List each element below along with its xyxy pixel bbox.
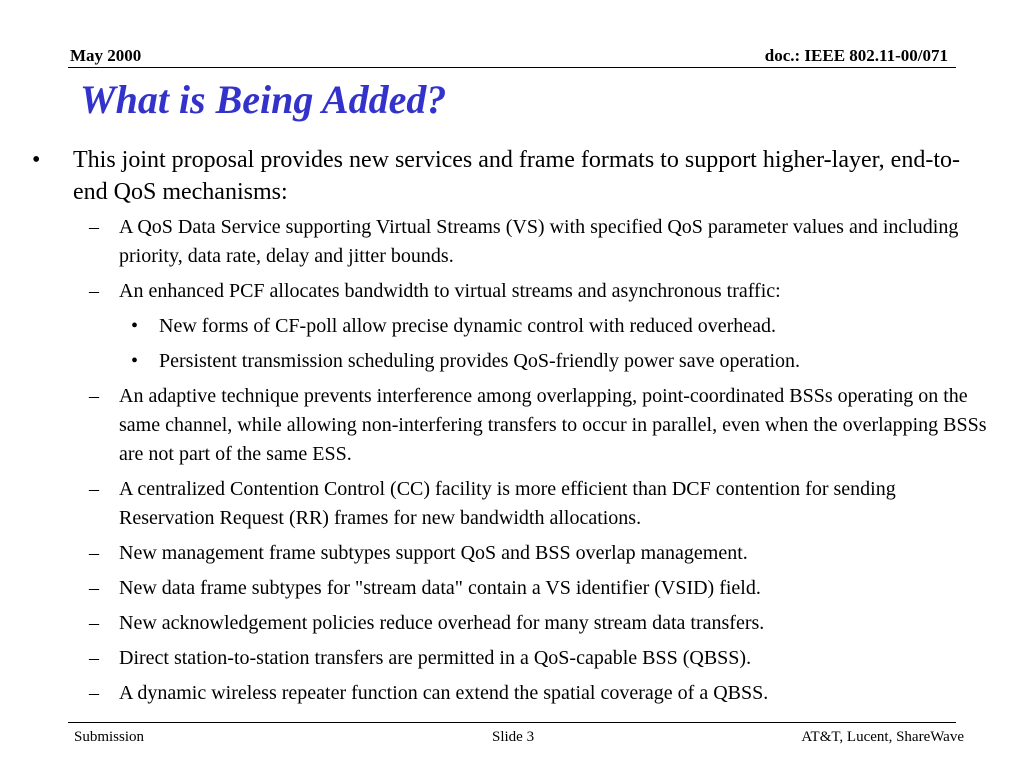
bullet-marker: – [89, 577, 99, 599]
bullet-marker: – [89, 542, 99, 564]
bullet-text: New management frame subtypes support QoS and BSS overlap management. [119, 542, 748, 564]
bullet-marker: – [89, 280, 99, 302]
bullet-item [0, 347, 989, 376]
header-doc-id: doc.: IEEE 802.11-00/071 [764, 46, 948, 65]
bullet-marker: • [131, 315, 139, 337]
bullet-marker: • [32, 147, 41, 173]
bullet-marker: – [89, 216, 99, 238]
bullet-item [0, 644, 989, 673]
bullet-item [0, 277, 989, 306]
bullet-text: New forms of CF-poll allow precise dynamic control with reduced overhead. [159, 315, 777, 337]
bullet-item [0, 539, 989, 568]
bullet-item [0, 574, 989, 603]
bullet-text: New acknowledgement policies reduce overhead for many stream data transfers. [119, 612, 765, 634]
bullet-marker: – [89, 612, 99, 634]
bullet-item [0, 679, 989, 708]
bullet-item [0, 609, 989, 638]
bullet-item [0, 382, 989, 469]
slide-body [0, 144, 1024, 714]
bullet-marker: – [89, 682, 99, 704]
header-divider [68, 67, 956, 68]
footer-submission: Submission [74, 729, 145, 745]
bullet-item [0, 144, 993, 208]
bullet-text: An enhanced PCF allocates bandwidth to virtual streams and asynchronous traffic: [119, 280, 781, 302]
footer-slide-number: Slide 3 [492, 729, 535, 745]
bullet-text: An adaptive technique prevents interference among overlapping, point-coordinated BSSs operating on the same channel, while allowing non-interfering transfers to occur in parallel, even when the overlapping BSSs are not part of the same ESS. [119, 385, 987, 465]
bullet-text: New data frame subtypes for "stream data" contain a VS identifier (VSID) field. [119, 577, 761, 599]
bullet-text: This joint proposal provides new services and frame formats to support higher-layer, end-to-end QoS mechanisms: [73, 147, 960, 205]
bullet-marker: – [89, 385, 99, 407]
bullet-text: Direct station-to-station transfers are permitted in a QoS-capable BSS (QBSS). [119, 647, 752, 669]
bullet-text: A QoS Data Service supporting Virtual Streams (VS) with specified QoS parameter values and including priority, data rate, delay and jitter bounds. [119, 216, 959, 267]
bullet-text: A centralized Contention Control (CC) facility is more efficient than DCF contention for sending Reservation Request (RR) frames for new bandwidth allocations. [119, 478, 896, 529]
bullet-item [0, 475, 989, 533]
bullet-text: Persistent transmission scheduling provides QoS-friendly power save operation. [159, 350, 800, 372]
bullet-text: A dynamic wireless repeater function can extend the spatial coverage of a QBSS. [119, 682, 769, 704]
footer-authors: AT&T, Lucent, ShareWave [801, 729, 964, 745]
header-date: May 2000 [70, 46, 142, 65]
slide-title: What is Being Added? [80, 77, 447, 122]
bullet-marker: • [131, 350, 139, 372]
footer-divider [68, 722, 956, 723]
bullet-item [0, 312, 989, 341]
bullet-marker: – [89, 478, 99, 500]
bullet-marker: – [89, 647, 99, 669]
bullet-item [0, 213, 989, 271]
